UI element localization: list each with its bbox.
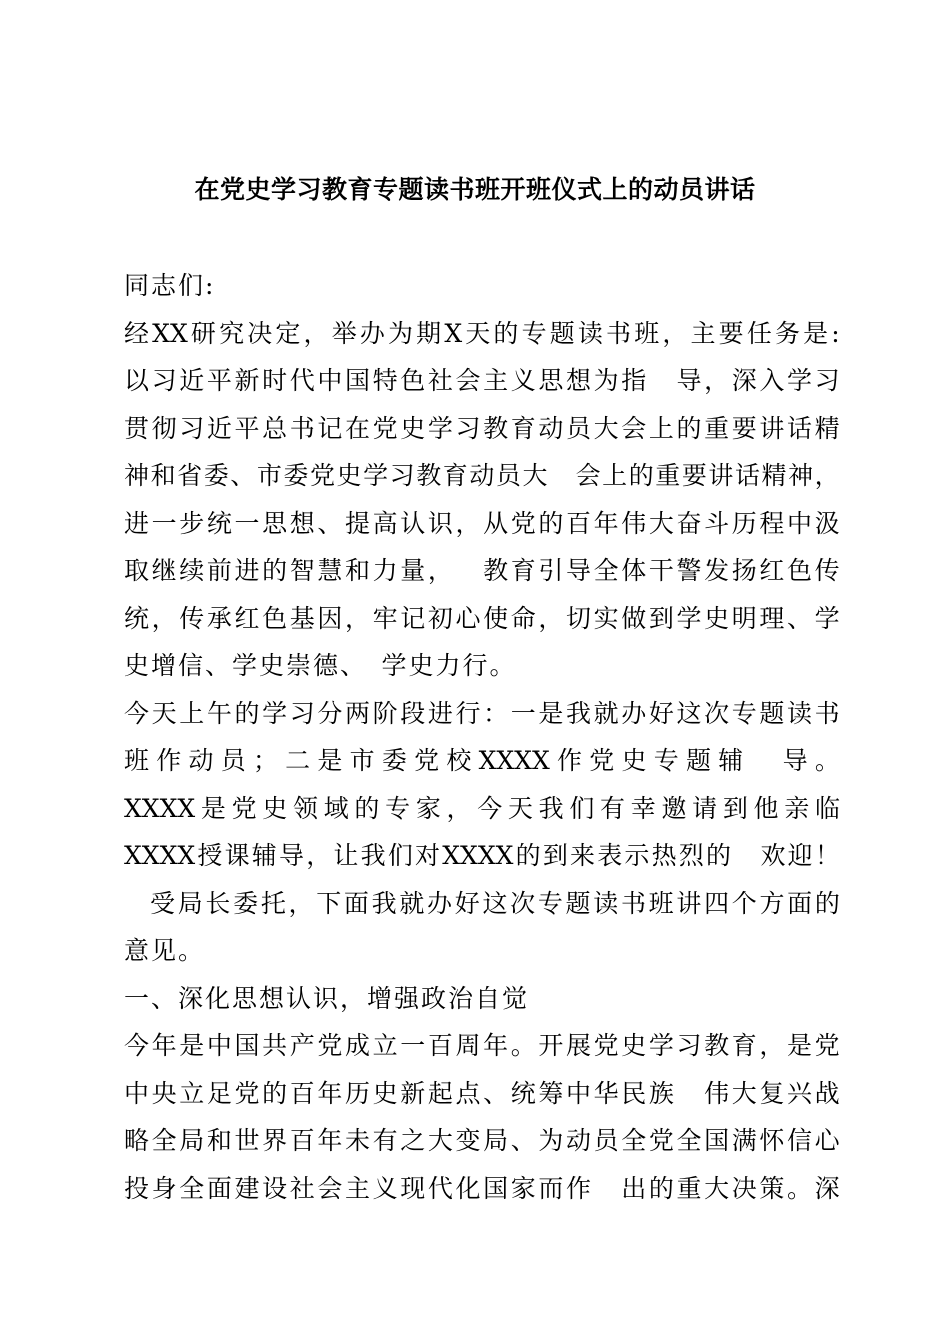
text-line: 受 局 长 委 托 ， 下 面 我 就 办 好 这 次 专 题 读 书 班 讲 四 个 方 面 的 [150, 888, 840, 918]
salutation: 同志们: [124, 271, 216, 300]
text-line: 中 央 立 足 党 的 百 年 历 史 新 起 点 、 统 筹 中 华 民 族 伟 大 复 兴 战 [124, 1078, 840, 1108]
document-body [124, 262, 840, 1212]
text-line: 今 天 上 午 的 学 习 分 两 阶 段 进 行 ： 一 是 我 就 办 好 这 次 专 题 读 书 [124, 698, 840, 728]
text-line: 以 习 近 平 新 时 代 中 国 特 色 社 会 主 义 思 想 为 指 导 ， 深 入 学 习 [124, 366, 840, 395]
text-line: 神 和 省 委 、 市 委 党 史 学 习 教 育 动 员 大 会 上 的 重 要 讲 话 精 神 ， [124, 461, 840, 490]
paragraph-lines [124, 310, 840, 1213]
text-line: XXXX 是 党 史 领 域 的 专 家 ， 今 天 我 们 有 幸 邀 请 到 他 亲 临 [124, 793, 840, 823]
text-line: 史增信、学史崇德、 学史力行。 [124, 651, 517, 680]
text-line: 班 作 动 员 ； 二 是 市 委 党 校 XXXX 作 党 史 专 题 辅 导 。 [124, 746, 840, 775]
text-line: 一、深化思想认识，增强政治自觉 [124, 983, 530, 1013]
text-line: 意见。 [124, 936, 206, 965]
text-line: 今 年 是 中 国 共 产 党 成 立 一 百 周 年 。 开 展 党 史 学 习 教 育 ， 是 党 [124, 1031, 840, 1060]
text-line: XXXX 授 课 辅 导 ， 让 我 们 对 XXXX 的 到 来 表 示 热 烈 的 欢 迎 ！ [124, 841, 840, 870]
document-title: 在党史学习教育专题读书班开班仪式上的动员讲话 [194, 175, 756, 204]
text-line: 投 身 全 面 建 设 社 会 主 义 现 代 化 国 家 而 作 出 的 重 大 决 策 。 深 [124, 1173, 840, 1203]
text-line: 统 ， 传 承 红 色 基 因 ， 牢 记 初 心 使 命 ， 切 实 做 到 学 史 明 理 、 学 [124, 603, 840, 633]
text-line: 经 XX 研 究 决 定 ， 举 办 为 期 X 天 的 专 题 读 书 班 ， 主 要 任 务 是 : [124, 318, 840, 348]
text-line: 进 一 步 统 一 思 想 、 提 高 认 识 ， 从 党 的 百 年 伟 大 奋 斗 历 程 中 汲 [124, 508, 840, 538]
text-line: 贯 彻 习 近 平 总 书 记 在 党 史 学 习 教 育 动 员 大 会 上 的 重 要 讲 话 精 [124, 413, 840, 443]
text-line: 取 继 续 前 进 的 智 慧 和 力 量 ， 教 育 引 导 全 体 干 警 发 扬 红 色 传 [124, 556, 840, 585]
text-line: 略 全 局 和 世 界 百 年 未 有 之 大 变 局 、 为 动 员 全 党 全 国 满 怀 信 心 [124, 1126, 840, 1155]
